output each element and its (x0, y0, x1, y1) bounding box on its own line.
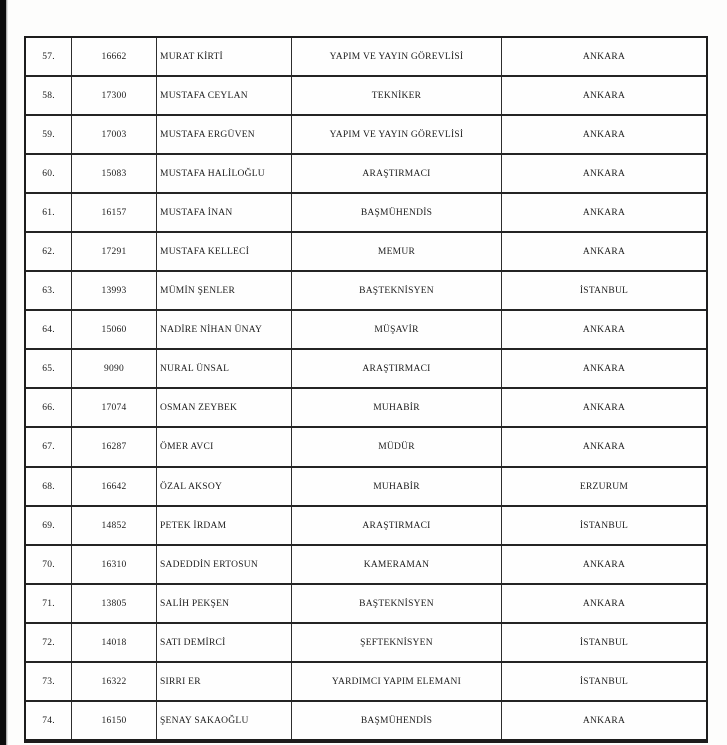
city-cell: ANKARA (582, 247, 626, 258)
row-number-cell: 73. (26, 663, 72, 700)
name-cell: NADİRE NİHAN ÜNAY (157, 311, 292, 348)
name-cell: ÖZAL AKSOY (157, 468, 292, 505)
job-title-cell: BAŞMÜHENDİS (292, 702, 502, 739)
table-row (26, 428, 706, 467)
table-row (26, 155, 706, 194)
city-cell: ANKARA (582, 325, 626, 336)
city-cell: ANKARA (582, 52, 626, 63)
job-title-cell: YARDIMCI YAPIM ELEMANI (292, 663, 502, 700)
registry-id-cell: 13993 (72, 272, 157, 309)
registry-id-cell: 16287 (72, 428, 157, 465)
registry-id-cell: 15060 (72, 311, 157, 348)
registry-id-cell: 14018 (72, 624, 157, 661)
row-number-cell: 58. (26, 77, 72, 114)
table-row (26, 507, 706, 546)
city-cell: ANKARA (582, 598, 626, 609)
job-title-cell: BAŞMÜHENDİS (292, 194, 502, 231)
table-row (26, 468, 706, 507)
name-cell: ŞENAY SAKAOĞLU (157, 702, 292, 739)
table-row (26, 311, 706, 350)
row-number-cell: 66. (26, 389, 72, 426)
city-cell: ANKARA (582, 559, 626, 570)
table-row (26, 116, 706, 155)
name-cell: MUSTAFA CEYLAN (157, 77, 292, 114)
registry-id-cell: 15083 (72, 155, 157, 192)
registry-id-cell: 17003 (72, 116, 157, 153)
job-title-cell: ARAŞTIRMACI (292, 155, 502, 192)
city-cell: ANKARA (582, 715, 626, 726)
job-title-cell: MUHABİR (292, 389, 502, 426)
row-number-cell: 61. (26, 194, 72, 231)
job-title-cell: TEKNİKER (292, 77, 502, 114)
name-cell: MURAT KİRTİ (157, 38, 292, 75)
registry-id-cell: 13805 (72, 585, 157, 622)
city-cell: İSTANBUL (579, 286, 629, 297)
name-cell: MUSTAFA İNAN (157, 194, 292, 231)
row-number-cell: 65. (26, 350, 72, 387)
table-row (26, 389, 706, 428)
job-title-cell: BAŞTEKNİSYEN (292, 272, 502, 309)
row-number-cell: 71. (26, 585, 72, 622)
job-title-cell: YAPIM VE YAYIN GÖREVLİSİ (292, 116, 502, 153)
job-title-cell: KAMERAMAN (292, 546, 502, 583)
job-title-cell: ARAŞTIRMACI (292, 507, 502, 544)
registry-id-cell: 16150 (72, 702, 157, 739)
job-title-cell: MÜŞAVİR (292, 311, 502, 348)
registry-id-cell: 17074 (72, 389, 157, 426)
job-title-cell: MUHABİR (292, 468, 502, 505)
table-row (26, 350, 706, 389)
row-number-cell: 57. (26, 38, 72, 75)
table-row (26, 585, 706, 624)
personnel-table (24, 36, 708, 743)
row-number-cell: 69. (26, 507, 72, 544)
name-cell: OSMAN ZEYBEK (157, 389, 292, 426)
table-row (26, 77, 706, 116)
job-title-cell: ŞEFTEKNİSYEN (292, 624, 502, 661)
name-cell: MUSTAFA HALİLOĞLU (157, 155, 292, 192)
city-cell: ANKARA (582, 169, 626, 180)
city-cell: ANKARA (582, 403, 626, 414)
name-cell: SADEDDİN ERTOSUN (157, 546, 292, 583)
table-row (26, 663, 706, 702)
table-row (26, 624, 706, 663)
row-number-cell: 72. (26, 624, 72, 661)
job-title-cell: YAPIM VE YAYIN GÖREVLİSİ (292, 38, 502, 75)
name-cell: MUSTAFA ERGÜVEN (157, 116, 292, 153)
row-number-cell: 74. (26, 702, 72, 739)
name-cell: NURAL ÜNSAL (157, 350, 292, 387)
row-number-cell: 70. (26, 546, 72, 583)
table-row (26, 702, 706, 741)
name-cell: SIRRI ER (157, 663, 292, 700)
row-number-cell: 63. (26, 272, 72, 309)
registry-id-cell: 16662 (72, 38, 157, 75)
job-title-cell: BAŞTEKNİSYEN (292, 585, 502, 622)
city-cell: İSTANBUL (579, 676, 629, 687)
job-title-cell: MEMUR (292, 233, 502, 270)
row-number-cell: 62. (26, 233, 72, 270)
table-row (26, 546, 706, 585)
city-cell: ANKARA (582, 208, 626, 219)
row-number-cell: 60. (26, 155, 72, 192)
registry-id-cell: 16157 (72, 194, 157, 231)
table-row (26, 233, 706, 272)
city-cell: ANKARA (582, 364, 626, 375)
name-cell: SATI DEMİRCİ (157, 624, 292, 661)
job-title-cell: ARAŞTIRMACI (292, 350, 502, 387)
registry-id-cell: 16642 (72, 468, 157, 505)
job-title-cell: MÜDÜR (292, 428, 502, 465)
registry-id-cell: 14852 (72, 507, 157, 544)
city-cell: ANKARA (582, 91, 626, 102)
name-cell: SALİH PEKŞEN (157, 585, 292, 622)
name-cell: ÖMER AVCI (157, 428, 292, 465)
city-cell: ANKARA (582, 442, 626, 453)
registry-id-cell: 17300 (72, 77, 157, 114)
name-cell: PETEK İRDAM (157, 507, 292, 544)
registry-id-cell: 9090 (72, 350, 157, 387)
scan-edge-shadow (6, 0, 8, 745)
row-number-cell: 68. (26, 468, 72, 505)
registry-id-cell: 17291 (72, 233, 157, 270)
table-row (26, 38, 706, 77)
city-cell: ANKARA (582, 130, 626, 141)
table-row (26, 272, 706, 311)
city-cell: İSTANBUL (579, 637, 629, 648)
row-number-cell: 59. (26, 116, 72, 153)
city-cell: İSTANBUL (579, 520, 629, 531)
city-cell: ERZURUM (579, 481, 629, 492)
table-row (26, 194, 706, 233)
name-cell: MÜMİN ŞENLER (157, 272, 292, 309)
name-cell: MUSTAFA KELLECİ (157, 233, 292, 270)
row-number-cell: 67. (26, 428, 72, 465)
registry-id-cell: 16322 (72, 663, 157, 700)
registry-id-cell: 16310 (72, 546, 157, 583)
row-number-cell: 64. (26, 311, 72, 348)
